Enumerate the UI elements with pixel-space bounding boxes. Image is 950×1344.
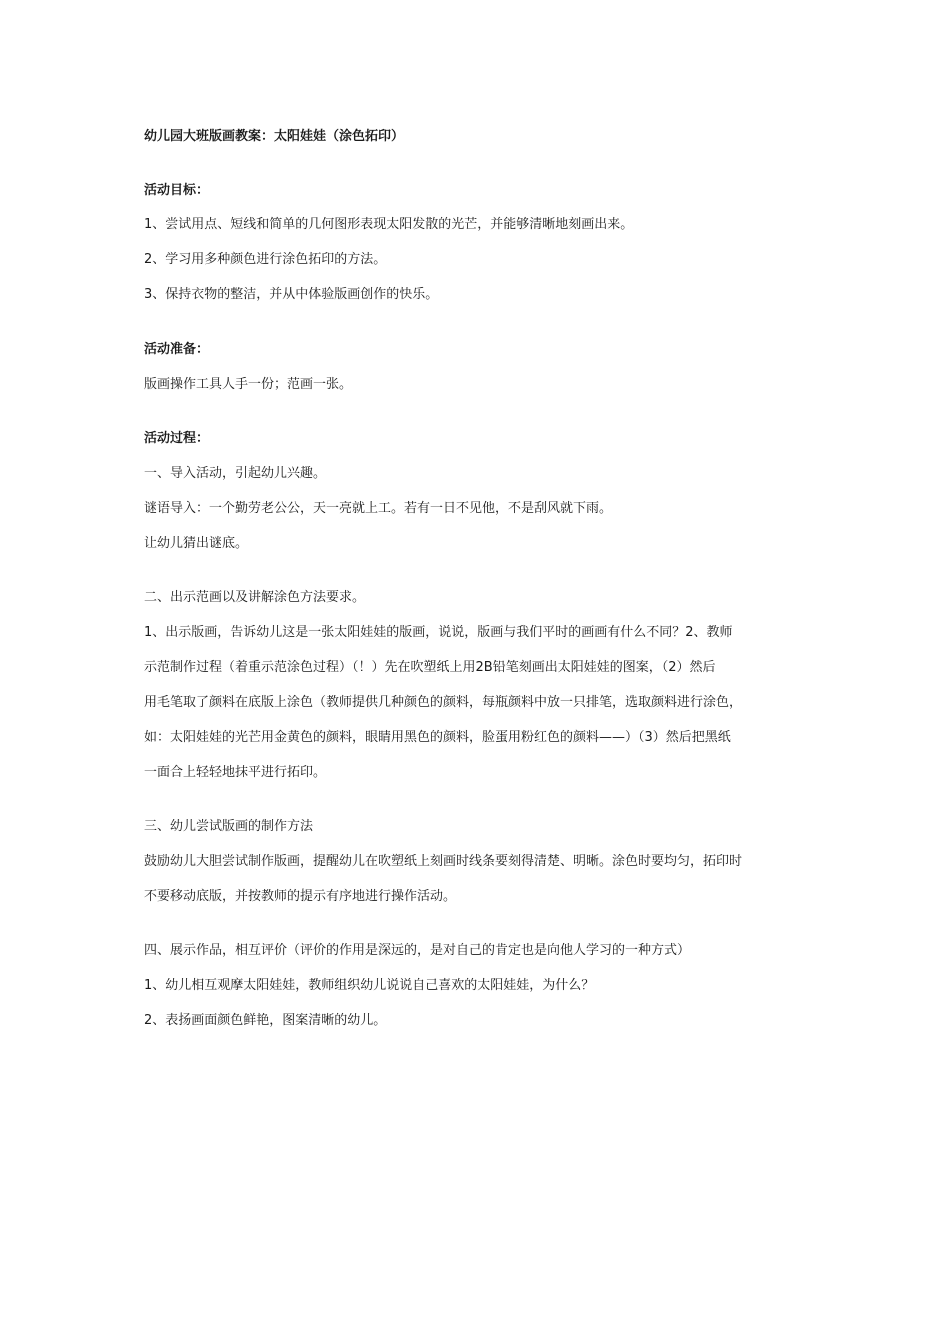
prep-text: 版画操作工具人手一份；范画一张。 [144,377,353,392]
section-2-line: 1、出示版画，告诉幼儿这是一张太阳娃娃的版画，说说，版画与我们平时的画画有什么不同？2、教师 [144,625,733,640]
goal-item: 2、学习用多种颜色进行涂色拓印的方法。 [144,252,387,267]
section-4-item: 1、幼儿相互观摩太阳娃娃，教师组织幼儿说说自己喜欢的太阳娃娃，为什么？ [144,978,595,993]
riddle-text: 谜语导入：一个勤劳老公公，天一亮就上工。若有一日不见他，不是刮风就下雨。 [144,501,613,516]
section-4-item: 2、表扬画面颜色鲜艳，图案清晰的幼儿。 [144,1013,387,1028]
guess-text: 让幼儿猜出谜底。 [144,536,249,551]
section-3-title: 三、幼儿尝试版画的制作方法 [144,819,314,834]
goals-heading: 活动目标： [144,183,210,198]
section-2-line: 一面合上轻轻地抹平进行拓印。 [144,765,327,780]
goal-item: 3、保持衣物的整洁，并从中体验版画创作的快乐。 [144,287,439,302]
prep-heading: 活动准备： [144,342,210,357]
goal-item: 1、尝试用点、短线和简单的几何图形表现太阳发散的光芒，并能够清晰地刻画出来。 [144,217,634,232]
section-3-line: 不要移动底版，并按教师的提示有序地进行操作活动。 [144,889,457,904]
section-4-title: 四、展示作品，相互评价（评价的作用是深远的，是对自己的肯定也是向他人学习的一种方式） [144,943,691,958]
section-2-title: 二、出示范画以及讲解涂色方法要求。 [144,590,366,605]
section-2-line: 用毛笔取了颜料在底版上涂色（教师提供几种颜色的颜料，每瓶颜料中放一只排笔，选取颜料进行涂色， [144,695,743,710]
section-1-title: 一、导入活动，引起幼儿兴趣。 [144,466,327,481]
section-2-line: 示范制作过程（着重示范涂色过程）（！）先在吹塑纸上用2B铅笔刻画出太阳娃娃的图案，（2）然后 [144,660,716,675]
section-3-line: 鼓励幼儿大胆尝试制作版画，提醒幼儿在吹塑纸上刻画时线条要刻得清楚、明晰。涂色时要均匀，拓印时 [144,854,743,869]
document-title: 幼儿园大班版画教案：太阳娃娃（涂色拓印） [144,129,405,144]
section-2-line: 如：太阳娃娃的光芒用金黄色的颜料，眼睛用黑色的颜料，脸蛋用粉红色的颜料——）（3）然后把黑纸 [144,730,731,745]
process-heading: 活动过程： [144,431,210,446]
